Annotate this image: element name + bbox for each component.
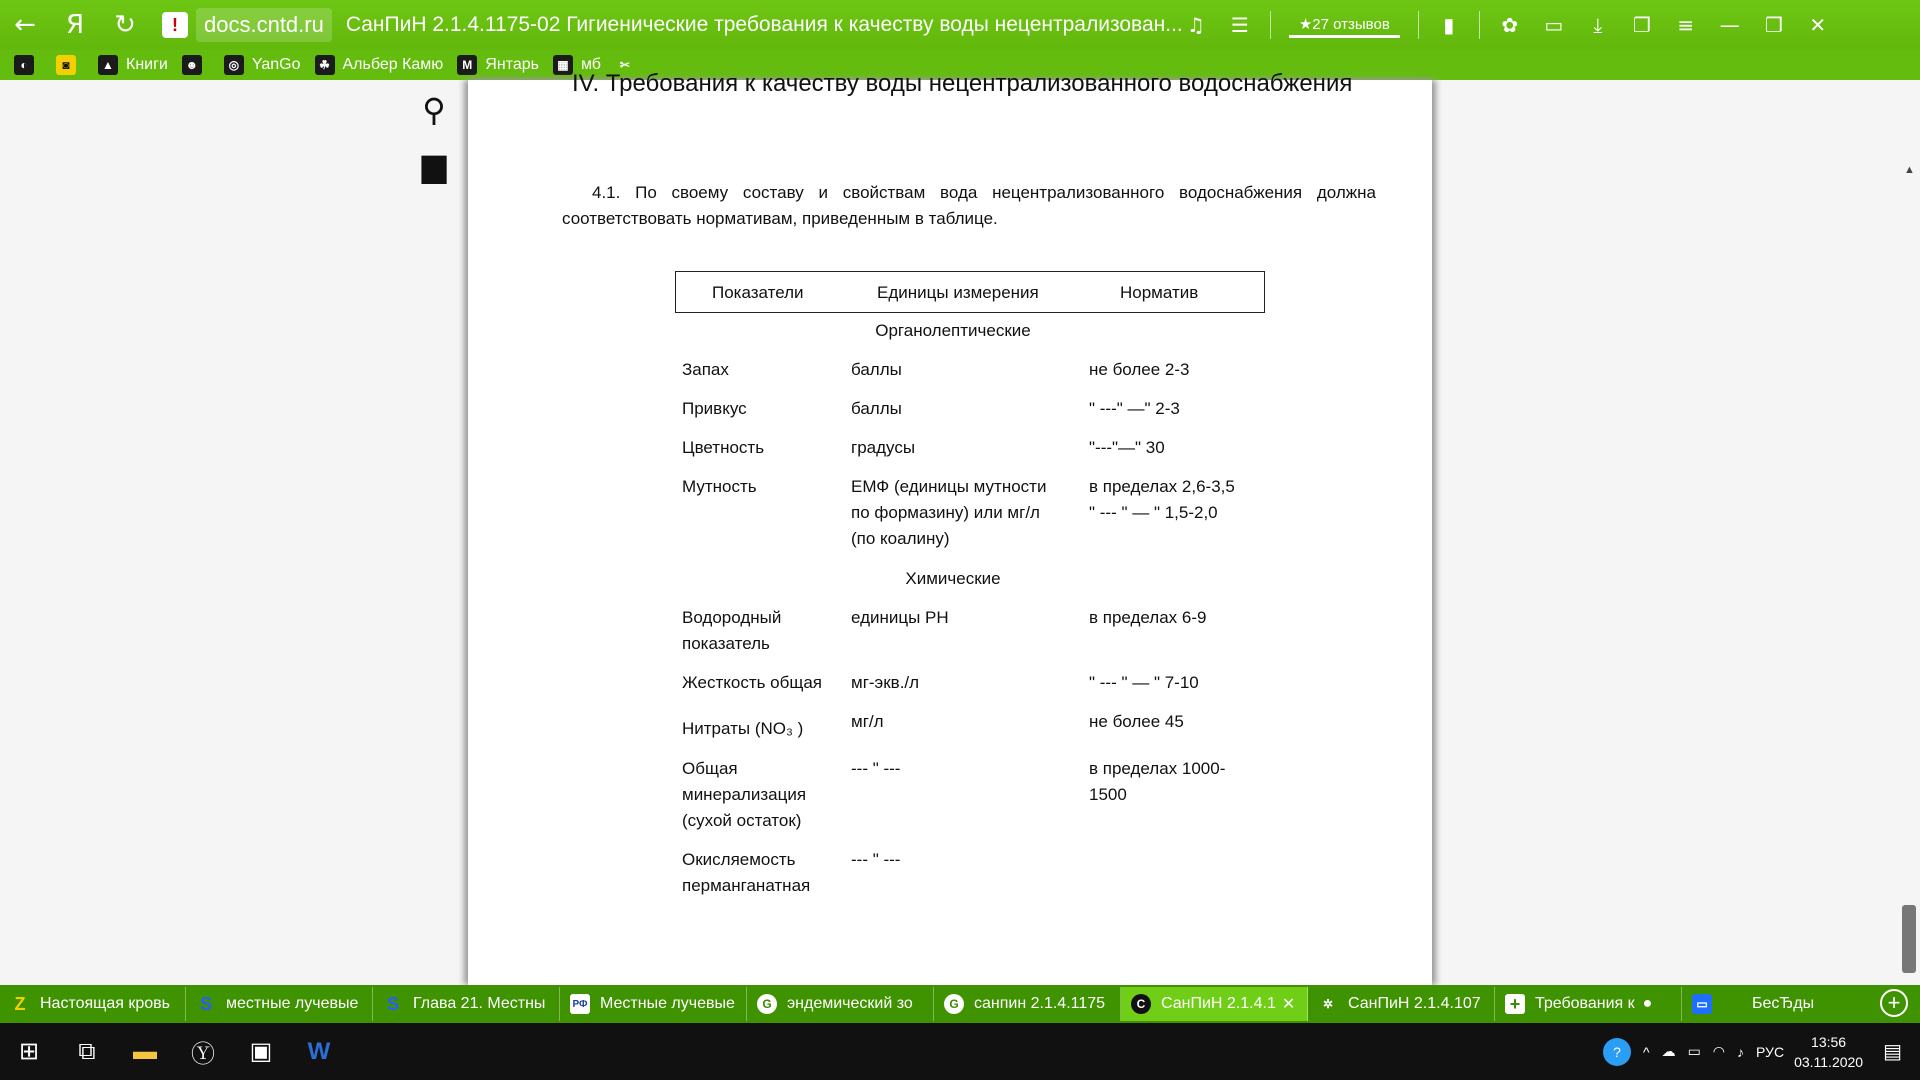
- scroll-up-icon[interactable]: ▲: [1904, 164, 1915, 176]
- tab[interactable]: [934, 987, 1121, 1021]
- tab-label: Глава 21. Местны: [413, 995, 546, 1012]
- table-group-label: Химические: [905, 569, 1001, 588]
- table-cell: " ---" —" 2-3: [1089, 399, 1180, 418]
- tab-favicon-icon: S: [199, 993, 212, 1014]
- tab[interactable]: [373, 987, 560, 1021]
- page-content: [0, 70, 1920, 985]
- restore-icon[interactable]: ❐: [1764, 13, 1783, 37]
- yandex-logo[interactable]: Я: [65, 10, 85, 40]
- table-cell: в пределах 2,6-3,5 " --- " — " 1,5-2,0: [1089, 477, 1235, 522]
- back-arrow-icon[interactable]: ←: [14, 10, 36, 40]
- os-taskbar: [0, 1023, 1920, 1080]
- bookmark-icon: ◙: [56, 55, 76, 75]
- search-icon[interactable]: ⚲: [422, 92, 446, 128]
- table-cell: не более 2-3: [1089, 360, 1190, 379]
- notifications-icon[interactable]: ▤: [1883, 1041, 1902, 1063]
- tab-label: СанПиН 2.1.4.1: [1161, 995, 1276, 1012]
- table-cell: --- " ---: [851, 850, 901, 869]
- battery-icon[interactable]: ▭: [1544, 13, 1564, 37]
- tab-active[interactable]: [1121, 987, 1308, 1021]
- bookmark-label: Книги: [126, 56, 168, 73]
- tab[interactable]: [0, 987, 186, 1021]
- task-view-icon[interactable]: ⧉: [78, 1037, 96, 1065]
- table-header-cell: Единицы измерения: [877, 283, 1039, 302]
- tab[interactable]: [186, 987, 373, 1021]
- file-explorer-icon[interactable]: ▬: [133, 1037, 157, 1065]
- table-cell: градусы: [851, 438, 916, 457]
- tab[interactable]: [747, 987, 934, 1021]
- clock-date: 03.11.2020: [1794, 1053, 1864, 1070]
- scrollbar[interactable]: [1898, 160, 1920, 1065]
- table-cell: Цветность: [682, 438, 765, 457]
- browser-toolbar: [0, 0, 1920, 50]
- chevron-up-icon[interactable]: ^: [1642, 1043, 1650, 1060]
- clock[interactable]: [1794, 1032, 1863, 1072]
- tab[interactable]: [1682, 987, 1852, 1021]
- divider: [1479, 11, 1480, 39]
- tab-bar: [0, 985, 1920, 1023]
- tab-close-icon[interactable]: ✕: [1281, 996, 1296, 1013]
- page-title: СанПиН 2.1.4.1175-02 Гигиенические требования к качеству воды нецентрализован...: [345, 13, 1183, 36]
- notebook-icon[interactable]: ▆: [421, 147, 447, 183]
- tab[interactable]: [1495, 987, 1682, 1021]
- tab-label: СанПиН 2.1.4.107: [1348, 995, 1481, 1012]
- bookmark-icon: M: [457, 55, 477, 75]
- app-icon[interactable]: ▣: [249, 1038, 273, 1065]
- address-bar[interactable]: [162, 8, 1183, 42]
- language-indicator[interactable]: РУС: [1756, 1043, 1785, 1060]
- bookmark-icon: ☘: [315, 55, 335, 75]
- word-icon[interactable]: W: [307, 1037, 331, 1065]
- table-cell: в пределах 6-9: [1089, 608, 1207, 627]
- wifi-icon[interactable]: ◠: [1712, 1043, 1726, 1059]
- extensions-icon[interactable]: ✿: [1501, 13, 1519, 37]
- battery-icon[interactable]: ▭: [1687, 1043, 1701, 1059]
- bookmark-label: YanGo: [251, 56, 301, 73]
- bookmark-label: Янтарь: [485, 56, 539, 73]
- bookmark-item[interactable]: [56, 55, 84, 75]
- table-cell: Водородный показатель: [682, 608, 782, 653]
- new-tab-button[interactable]: +: [1880, 989, 1908, 1017]
- tab-label: БесЂды: [1752, 995, 1815, 1012]
- table-cell: мг-экв./л: [851, 673, 920, 692]
- table-cell: Мутность: [682, 477, 757, 496]
- bookmark-icon: ☻: [182, 55, 202, 75]
- instagram-icon: ◎: [224, 55, 244, 75]
- collections-icon[interactable]: ❐: [1632, 13, 1651, 37]
- table-cell: "---"—" 30: [1089, 438, 1165, 457]
- bookmark-item[interactable]: [98, 55, 168, 75]
- bookmark-item[interactable]: [315, 55, 444, 75]
- section-title: IV. Требования к качеству воды нецентрализованного водоснабжения: [572, 70, 1353, 97]
- bookmark-label: Альбер Камю: [342, 56, 444, 73]
- table-cell: единицы РН: [851, 608, 949, 627]
- table-header: [675, 271, 1265, 313]
- tab-label: Требования к: [1535, 995, 1635, 1012]
- download-icon[interactable]: ⤓: [1593, 13, 1603, 37]
- tab-favicon-icon: +: [1505, 994, 1525, 1014]
- table-cell: " --- " — " 7-10: [1089, 673, 1199, 692]
- divider: [1270, 11, 1271, 39]
- bookmark-item[interactable]: [224, 55, 301, 75]
- yandex-browser-icon[interactable]: Ⓨ: [191, 1041, 215, 1068]
- clock-time: 13:56: [1811, 1033, 1847, 1050]
- tab-favicon-icon: C: [1131, 994, 1151, 1014]
- google-icon: G: [944, 994, 964, 1014]
- volume-icon[interactable]: ♪: [1737, 1043, 1745, 1060]
- tab-label: эндемический зо: [787, 995, 913, 1012]
- table-header-cell: Показатели: [712, 283, 804, 302]
- reviews-badge[interactable]: ★27 отзывов: [1289, 13, 1400, 38]
- tab-label: Настоящая кровь: [40, 995, 170, 1012]
- system-tray: [1603, 1023, 1920, 1080]
- table-cell: баллы: [851, 360, 902, 379]
- table-cell: --- " ---: [851, 759, 901, 778]
- minimize-icon[interactable]: —: [1719, 13, 1740, 37]
- table-cell: Нитраты (NO₃ ): [682, 719, 804, 738]
- table-cell: Окисляемость перманганатная: [682, 850, 811, 895]
- tab-favicon-icon: S: [386, 993, 399, 1014]
- close-icon[interactable]: ✕: [1809, 13, 1827, 37]
- paragraph: 4.1. По своему составу и свойствам вода нецентрализованного водоснабжения должна соответствовать нормативам, приведенным в таблице.: [562, 183, 1376, 228]
- reload-icon[interactable]: ↻: [114, 10, 136, 40]
- bookmark-icon: ✂: [619, 58, 630, 72]
- table-cell: в пределах 1000-1500: [1089, 759, 1226, 804]
- domain-label[interactable]: docs.cntd.ru: [196, 8, 332, 42]
- headphones-icon[interactable]: ♫: [1186, 13, 1205, 37]
- tab-favicon-icon: ✲: [1322, 997, 1334, 1011]
- table-header-cell: Норматив: [1120, 283, 1199, 302]
- tab-favicon-icon: Z: [14, 993, 26, 1014]
- audio-dot-icon: ●: [1642, 995, 1653, 1012]
- google-icon: G: [757, 994, 777, 1014]
- menu-icon[interactable]: ≡: [1677, 13, 1695, 37]
- table-cell: мг/л: [851, 712, 884, 731]
- drive-icon: ▲: [98, 55, 118, 75]
- chat-icon: ▭: [1692, 994, 1712, 1014]
- table-cell: Жесткость общая: [682, 673, 823, 692]
- bookmark-icon: ▦: [553, 55, 573, 75]
- reader-mode-icon[interactable]: ☰: [1230, 13, 1249, 37]
- table-group-label: Органолептические: [875, 321, 1031, 340]
- bookmark-item[interactable]: [457, 55, 539, 75]
- bookmark-label: мб: [580, 56, 601, 73]
- table-cell: Общая минерализация (сухой остаток): [682, 759, 807, 830]
- bookmark-item[interactable]: [14, 55, 42, 75]
- bookmark-item[interactable]: [182, 55, 210, 75]
- divider: [1418, 11, 1419, 39]
- help-icon[interactable]: ?: [1603, 1038, 1631, 1066]
- table-cell: не более 45: [1089, 712, 1184, 731]
- security-warning-icon[interactable]: !: [162, 12, 188, 38]
- bookmark-icon: ◐: [14, 55, 34, 75]
- table-cell: Запах: [682, 360, 729, 379]
- tab-label: Местные лучевые: [600, 995, 735, 1012]
- tab-favicon-icon: РФ: [570, 994, 590, 1014]
- scrollbar-thumb[interactable]: [1902, 905, 1916, 973]
- table-cell: Привкус: [682, 399, 747, 418]
- table-cell: баллы: [851, 399, 902, 418]
- document-page: [468, 70, 1432, 985]
- cloud-icon[interactable]: ☁: [1661, 1043, 1676, 1059]
- tab[interactable]: [1308, 987, 1495, 1021]
- tab-label: местные лучевые: [226, 995, 359, 1012]
- tab[interactable]: [560, 987, 747, 1021]
- table-cell: ЕМФ (единицы мутности по формазину) или мг/л (по коалину): [851, 477, 1047, 548]
- windows-start-icon[interactable]: ⊞: [18, 1038, 40, 1065]
- tab-label: санпин 2.1.4.1175: [974, 995, 1106, 1012]
- bookmark-icon[interactable]: ▮: [1443, 13, 1455, 37]
